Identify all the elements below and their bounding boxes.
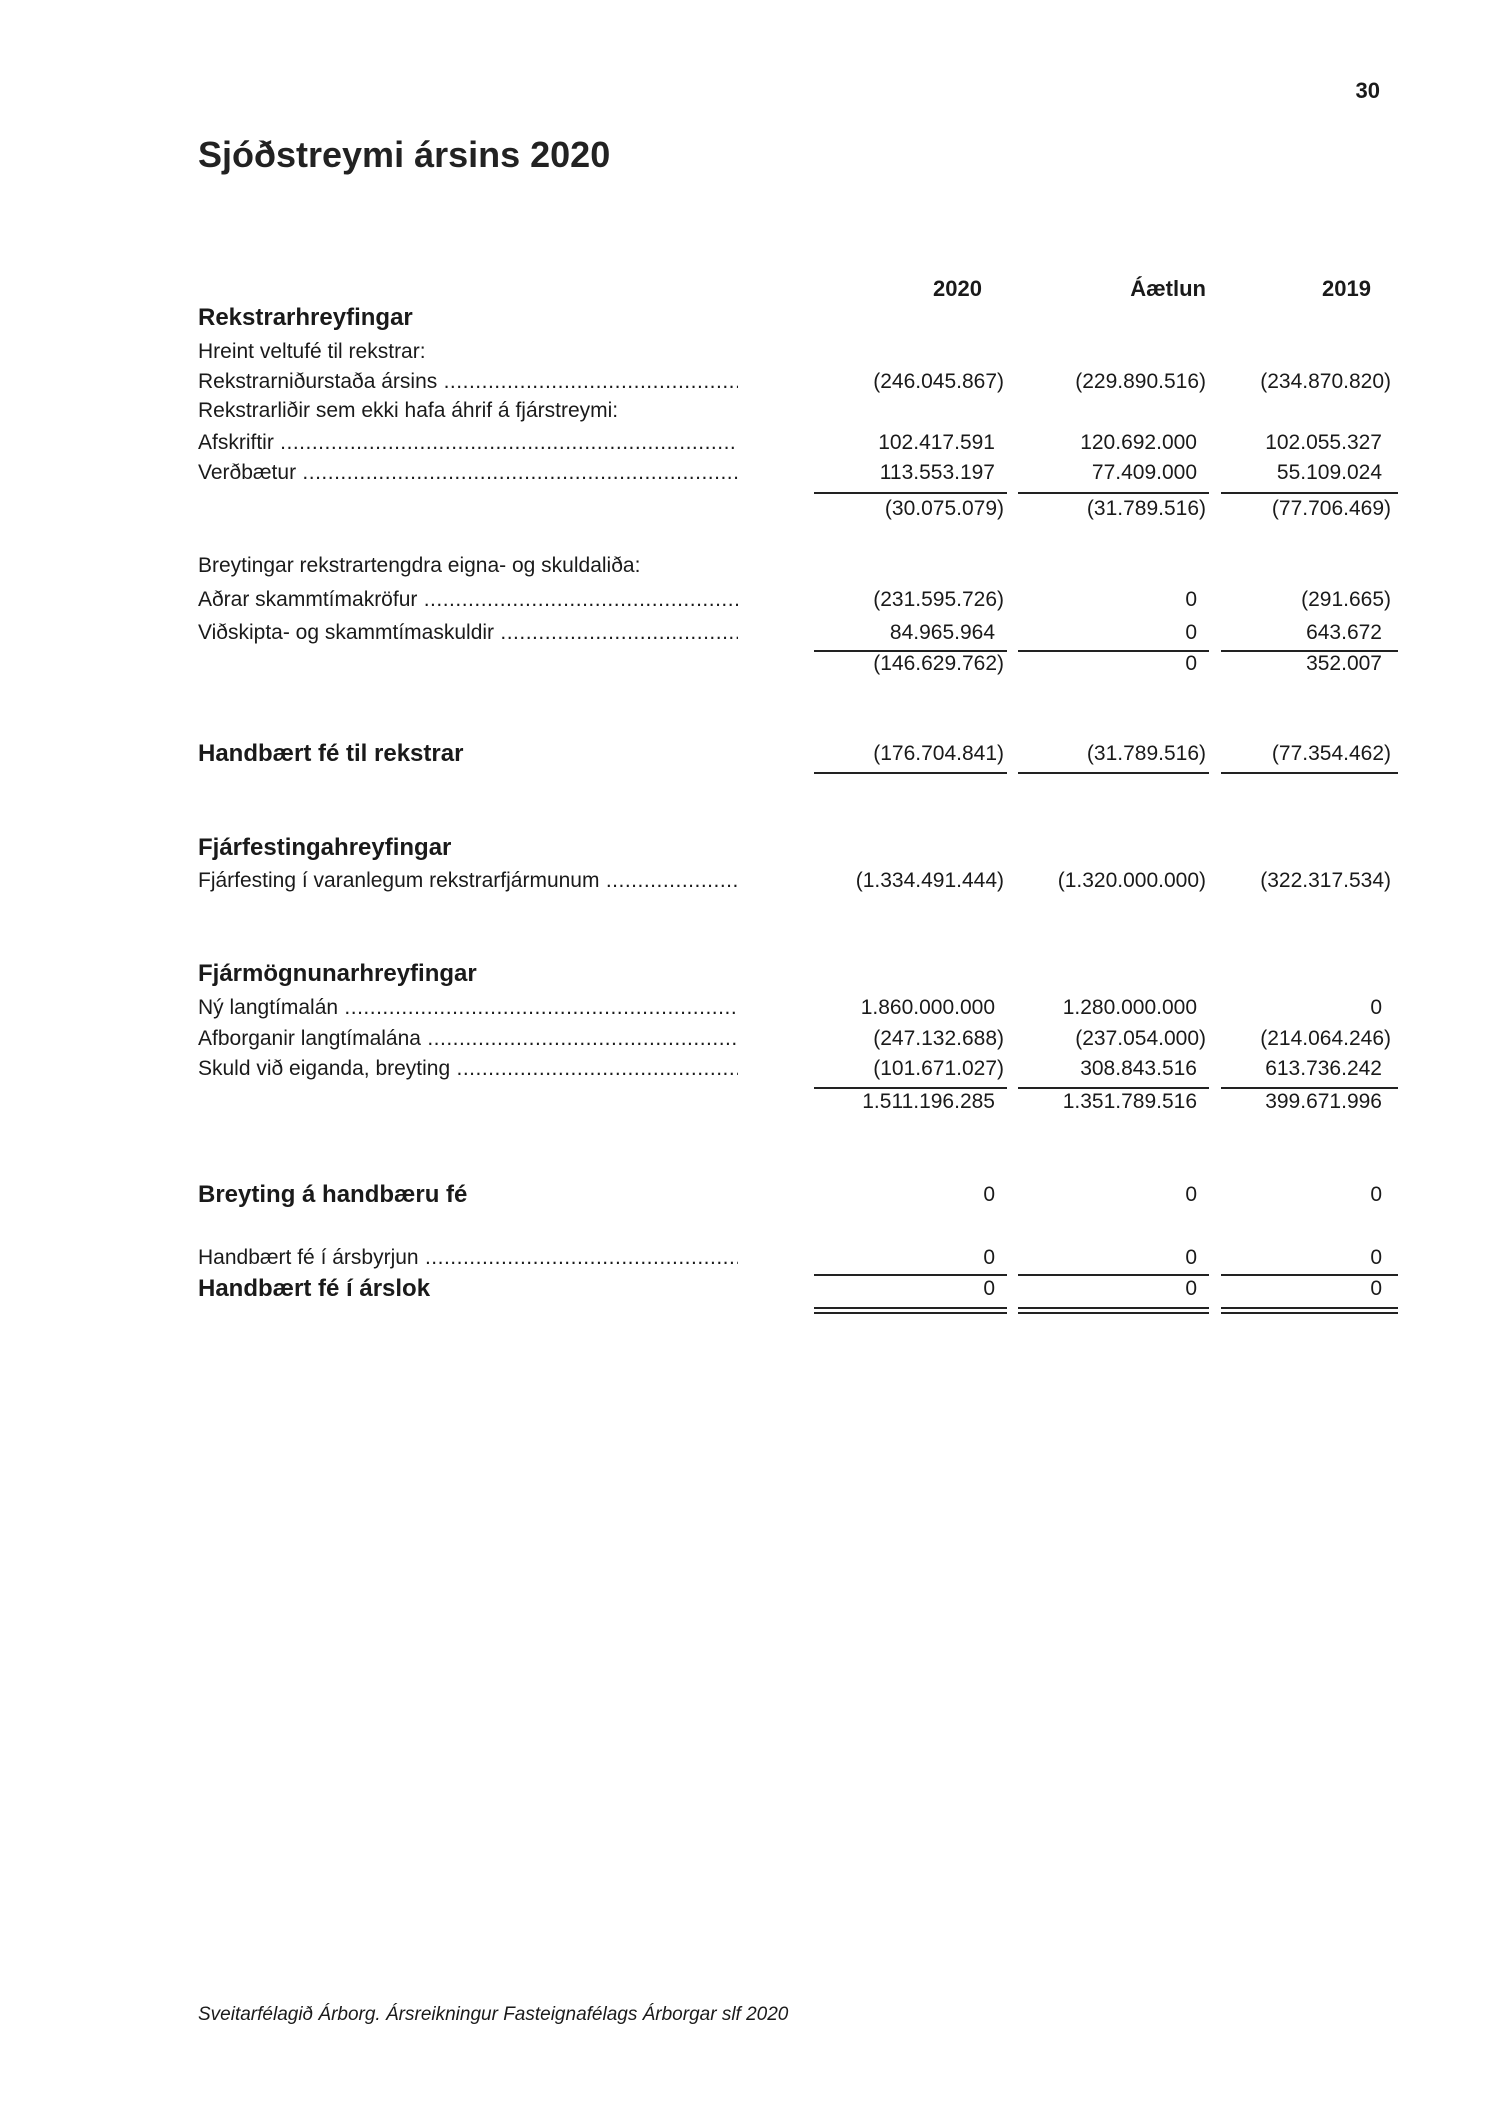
underline-rule [1221, 1307, 1398, 1309]
table-row [0, 495, 1500, 523]
column-header-budget: Áætlun [1130, 276, 1206, 301]
underline-rule [1018, 1307, 1209, 1309]
value-cell: 399.671.996 [1265, 1090, 1382, 1113]
row-label: Afborganir langtímalána ..... [198, 1025, 738, 1053]
value-cell: 0 [1185, 1277, 1197, 1300]
row-label: Skuld við eiganda, breyting ..... [198, 1055, 738, 1083]
value-cell: 0 [1370, 996, 1382, 1019]
value-cell: 1.860.000.000 [860, 996, 995, 1019]
underline-rule [1018, 492, 1209, 494]
underline-rule [1018, 772, 1209, 774]
value-cell: 643.672 [1306, 621, 1382, 644]
section-heading: Fjármögnunarhreyfingar [198, 960, 477, 987]
value-cell: 0 [1370, 1183, 1382, 1206]
underline-rule [814, 1307, 1007, 1309]
value-cell: 0 [1185, 588, 1197, 611]
row-label: Ný langtímalán ..... [198, 994, 738, 1022]
row-label: Verðbætur ..... [198, 459, 738, 487]
row-label: Afskriftir ..... [198, 429, 738, 457]
footer: Sveitarfélagið Árborg. Ársreikningur Fasteignafélags Árborgar slf 2020 [198, 2004, 789, 2025]
row-label: Rekstrarniðurstaða ársins ..... [198, 368, 738, 396]
value-cell: (246.045.867) [873, 370, 1004, 393]
section-heading: Handbært fé í árslok [198, 1275, 431, 1302]
section-heading: Breyting á handbæru fé [198, 1181, 468, 1208]
column-header-2019: 2019 [1322, 276, 1371, 301]
value-cell: (146.629.762) [873, 652, 1004, 675]
table-row [0, 834, 1500, 862]
underline-rule [814, 772, 1007, 774]
value-cell: 0 [1370, 1277, 1382, 1300]
row-label: Aðrar skammtímakröfur ..... [198, 586, 738, 614]
table-row [0, 650, 1500, 678]
value-cell: 113.553.197 [879, 461, 995, 484]
value-cell: 0 [983, 1277, 995, 1300]
row-label: Hreint veltufé til rekstrar: [198, 340, 426, 363]
underline-rule [1221, 650, 1398, 652]
value-cell: 1.280.000.000 [1062, 996, 1197, 1019]
value-cell: 55.109.024 [1276, 461, 1382, 484]
underline-rule [1018, 650, 1209, 652]
table-row [0, 586, 1500, 614]
value-cell: 0 [1370, 1246, 1382, 1269]
value-cell: 613.736.242 [1265, 1057, 1382, 1080]
value-cell: (291.665) [1301, 588, 1391, 611]
value-cell: 0 [1185, 621, 1197, 644]
value-cell: 0 [1185, 652, 1197, 675]
table-row [0, 429, 1500, 457]
page-number: 30 [1355, 78, 1380, 103]
table-row [0, 368, 1500, 396]
table-row [0, 1275, 1500, 1303]
value-cell: (234.870.820) [1260, 370, 1391, 393]
row-label: Fjárfesting í varanlegum rekstrarfjármunum ..... [198, 867, 738, 895]
underline-rule [1221, 1274, 1398, 1276]
underline-rule [1018, 1274, 1209, 1276]
value-cell: 120.692.000 [1080, 431, 1197, 454]
value-cell: 0 [1185, 1246, 1197, 1269]
value-cell: (77.354.462) [1271, 742, 1391, 765]
value-cell: (101.671.027) [873, 1057, 1004, 1080]
underline-rule [1221, 492, 1398, 494]
value-cell: (231.595.726) [873, 588, 1004, 611]
value-cell: 102.055.327 [1265, 431, 1382, 454]
underline-rule [814, 1087, 1007, 1089]
table-row [0, 994, 1500, 1022]
table-row [0, 1055, 1500, 1083]
value-cell: (214.064.246) [1260, 1027, 1391, 1050]
underline-rule [1221, 1312, 1398, 1314]
value-cell: (237.054.000) [1075, 1027, 1206, 1050]
table-row [0, 459, 1500, 487]
table-row [0, 619, 1500, 647]
row-label: Rekstrarliðir sem ekki hafa áhrif á fjárstreymi: [198, 399, 619, 422]
underline-rule [1018, 1312, 1209, 1314]
value-cell: 0 [983, 1246, 995, 1269]
table-row [0, 867, 1500, 895]
value-cell: (1.334.491.444) [855, 869, 1004, 892]
page-title: Sjóðstreymi ársins 2020 [198, 134, 611, 175]
value-cell: 1.511.196.285 [862, 1090, 995, 1113]
value-cell: (31.789.516) [1086, 497, 1206, 520]
value-cell: (322.317.534) [1260, 869, 1391, 892]
row-label: Breytingar rekstrartengdra eigna- og skuldaliða: [198, 554, 641, 577]
table-row [0, 1181, 1500, 1209]
table-row [0, 304, 1500, 332]
section-heading: Fjárfestingahreyfingar [198, 834, 452, 861]
section-heading: Handbært fé til rekstrar [198, 740, 464, 767]
value-cell: 0 [1185, 1183, 1197, 1206]
row-label: Handbært fé í ársbyrjun ..... [198, 1244, 738, 1272]
value-cell: (229.890.516) [1075, 370, 1206, 393]
table-row [0, 1244, 1500, 1272]
underline-rule [814, 1312, 1007, 1314]
table-row [0, 338, 1500, 366]
table-row [0, 1025, 1500, 1053]
table-row [0, 552, 1500, 580]
value-cell: 352.007 [1306, 652, 1382, 675]
value-cell: 1.351.789.516 [1062, 1090, 1197, 1113]
value-cell: (30.075.079) [884, 497, 1004, 520]
row-label: Viðskipta- og skammtímaskuldir ..... [198, 619, 738, 647]
underline-rule [814, 492, 1007, 494]
value-cell: 308.843.516 [1080, 1057, 1197, 1080]
table-row [0, 960, 1500, 988]
underline-rule [814, 1274, 1007, 1276]
table-row [0, 740, 1500, 768]
value-cell: (176.704.841) [873, 742, 1004, 765]
underline-rule [1221, 772, 1398, 774]
value-cell: 102.417.591 [878, 431, 995, 454]
underline-rule [814, 650, 1007, 652]
value-cell: 0 [983, 1183, 995, 1206]
value-cell: (77.706.469) [1271, 497, 1391, 520]
table-row [0, 397, 1500, 425]
underline-rule [1018, 1087, 1209, 1089]
value-cell: (1.320.000.000) [1057, 869, 1206, 892]
column-header-2020: 2020 [933, 276, 982, 301]
section-heading: Rekstrarhreyfingar [198, 304, 413, 331]
value-cell: 77.409.000 [1091, 461, 1197, 484]
table-row [0, 1088, 1500, 1116]
value-cell: 84.965.964 [889, 621, 995, 644]
value-cell: (247.132.688) [873, 1027, 1004, 1050]
underline-rule [1221, 1087, 1398, 1089]
value-cell: (31.789.516) [1086, 742, 1206, 765]
